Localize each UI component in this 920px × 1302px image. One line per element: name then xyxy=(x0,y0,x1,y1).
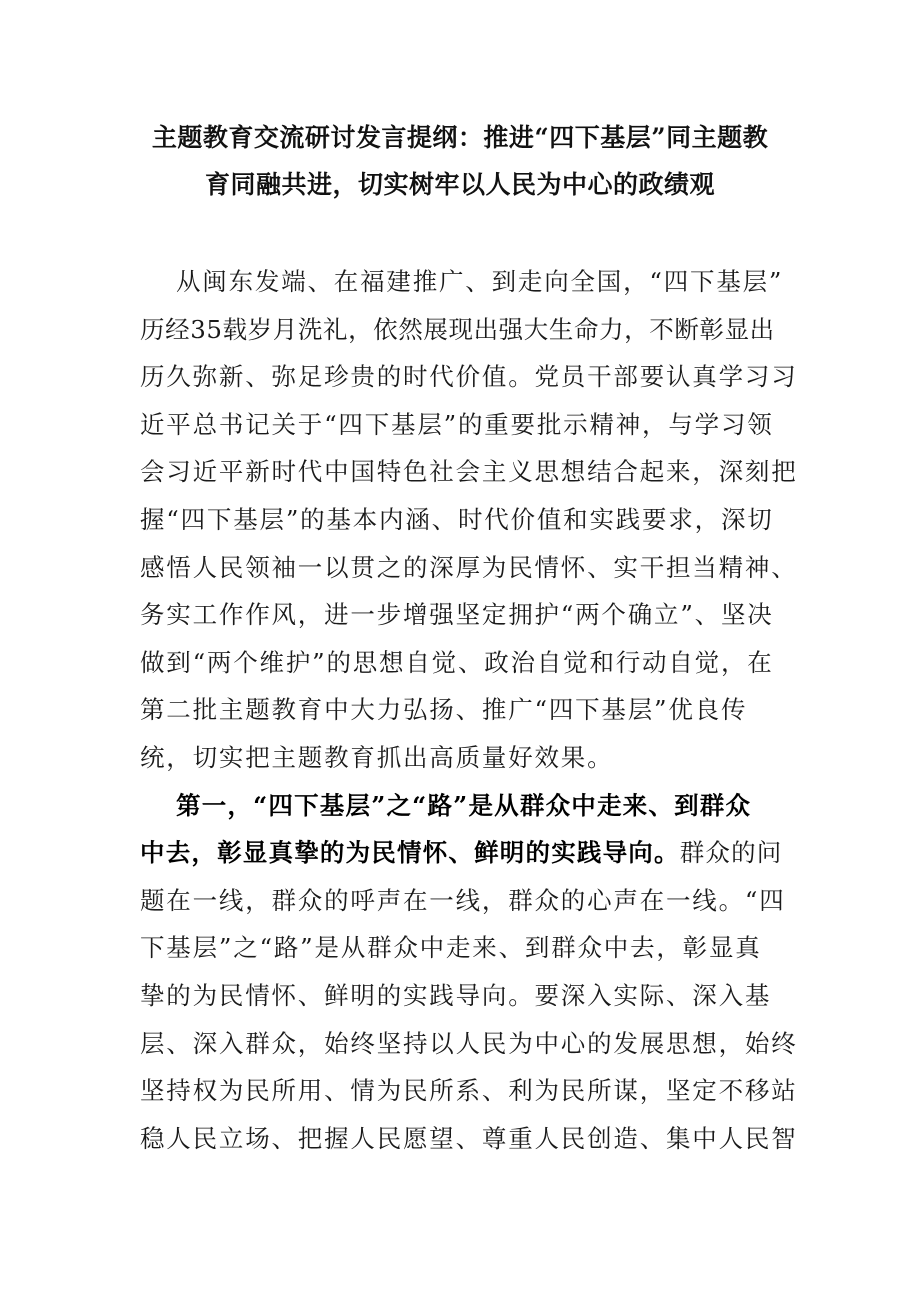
paragraph-line: 挚的为民情怀、鲜明的实践导向。要深入实际、深入基 xyxy=(140,980,772,1010)
section-heading-line: 第一，“四下基层”之“路”是从群众中走来、到群众 xyxy=(176,790,752,820)
paragraph-line: 历久弥新、弥足珍贵的时代价值。党员干部要认真学习习 xyxy=(140,362,798,392)
paragraph-line: 稳人民立场、把握人民愿望、尊重人民创造、集中人民智 xyxy=(140,1123,798,1153)
paragraph-text: 群众的问 xyxy=(679,838,783,868)
paragraph-line: 握“四下基层”的基本内涵、时代价值和实践要求，深切 xyxy=(140,504,774,534)
paragraph-line: 坚持权为民所用、情为民所系、利为民所谋，坚定不移站 xyxy=(140,1076,798,1106)
section-heading-line: 中去，彰显真挚的为民情怀、鲜明的实践导向。 xyxy=(140,838,680,868)
document-body xyxy=(140,258,798,1162)
title-line-2: 育同融共进，切实树牢以人民为中心的政绩观 xyxy=(204,170,715,199)
document-title xyxy=(140,114,780,208)
paragraph-line: 做到“两个维护”的思想自觉、政治自觉和行动自觉，在 xyxy=(140,647,774,677)
paragraph-line-mixed xyxy=(140,829,783,877)
paragraph-first-point xyxy=(140,782,798,1163)
paragraph-line: 从闽东发端、在福建推广、到走向全国，“四下基层” xyxy=(176,267,784,296)
paragraph-line: 历经35载岁月洗礼，依然展现出强大生命力，不断彰显出 xyxy=(140,314,775,344)
paragraph-line: 务实工作作风，进一步增强坚定拥护“两个确立”、坚决 xyxy=(140,600,774,630)
paragraph-line: 会习近平新时代中国特色社会主义思想结合起来，深刻把 xyxy=(140,457,798,487)
paragraph-line: 近平总书记关于“四下基层”的重要批示精神，与学习领 xyxy=(140,409,774,439)
paragraph-line: 下基层”之“路”是从群众中走来、到群众中去，彰显真 xyxy=(140,933,762,963)
paragraph-line: 感悟人民领袖一以贯之的深厚为民情怀、实干担当精神、 xyxy=(140,552,798,582)
paragraph-line: 题在一线，群众的呼声在一线，群众的心声在一线。“四 xyxy=(140,885,786,915)
title-line-1: 主题教育交流研讨发言提纲：推进“四下基层”同主题教 xyxy=(151,123,769,152)
paragraph-line: 统，切实把主题教育抓出高质量好效果。 xyxy=(140,742,614,772)
paragraph-line: 层、深入群众，始终坚持以人民为中心的发展思想，始终 xyxy=(140,1028,798,1058)
paragraph-line: 第二批主题教育中大力弘扬、推广“四下基层”优良传 xyxy=(140,695,748,725)
paragraph-intro xyxy=(140,258,798,782)
